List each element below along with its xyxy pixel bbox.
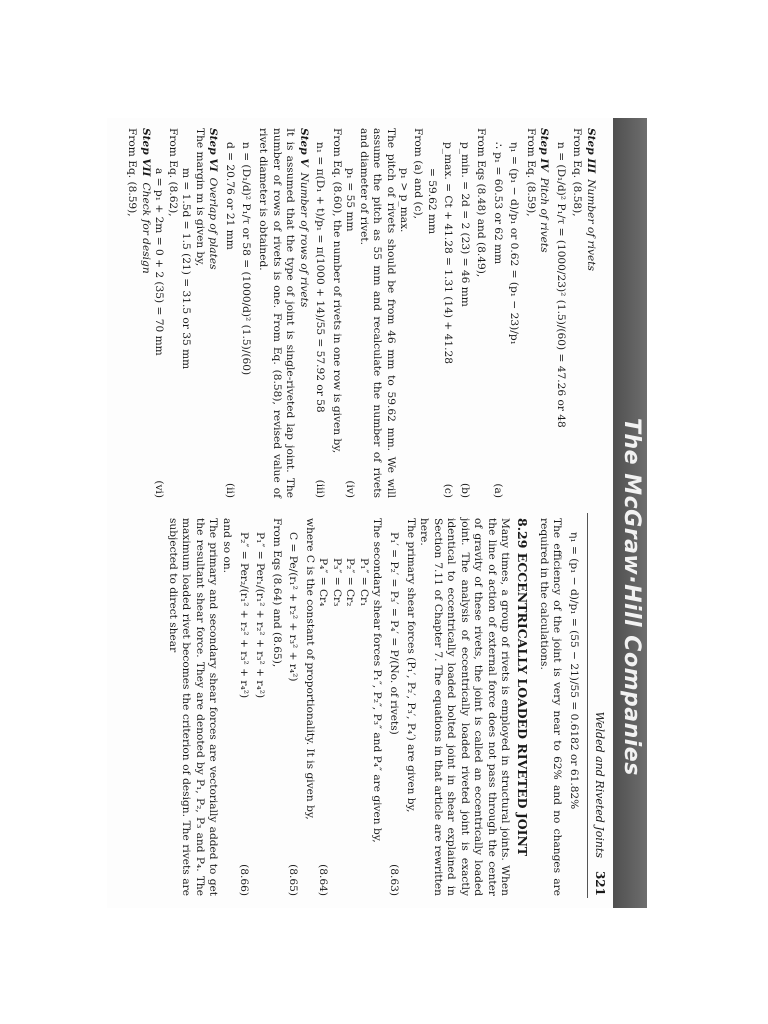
equation — [490, 128, 504, 498]
equation — [343, 128, 357, 498]
step-label: Step V — [297, 128, 310, 167]
equation — [236, 518, 250, 896]
equation-body: p_max. = Ct + 41.28 = 1.31 (14) + 41.28 — [442, 142, 455, 364]
equation-body: η₁ = (p₁ − d)/p₁ = (55 − 21)/55 = 0.6182 or 61.82% — [568, 532, 580, 810]
equation-body: = 59.62 mm — [425, 168, 438, 235]
equation — [329, 518, 343, 896]
page-content — [107, 118, 647, 908]
step-title: Pitch of rivets — [538, 177, 551, 253]
equation — [343, 518, 357, 896]
left-column — [125, 128, 598, 498]
step-title: Number of rows of rivets — [297, 172, 310, 308]
step-title: Check for design — [139, 182, 152, 274]
text-line: and so on. — [220, 518, 233, 574]
equation — [286, 518, 300, 896]
equation-body: ∴ p₁ = 60.53 or 62 mm — [491, 142, 504, 265]
right-column — [165, 518, 583, 896]
equation-body: η₁ = (p₁ − d)/p₁ or 0.62 = (p₁ − 23)/p₁ — [508, 142, 521, 345]
equation-number: (8.65) — [287, 864, 300, 896]
equation-number: (iv) — [344, 480, 357, 498]
equation-body: n₁ = π(D₁ + t)/p₁ = π(1000 + 14)/55 = 57.92 or 58 — [314, 142, 327, 413]
text-line: From Eqs (8.64) and (8.65), — [270, 518, 283, 668]
equation-body: a = p₁ + 2m = 0 + 2 (35) = 70 mm — [153, 168, 166, 356]
equation-body: P₁″ = Cr₁ — [357, 558, 370, 607]
step-label: Step VII — [139, 128, 152, 177]
paragraph: It is assumed that the type of joint is single-riveted lap joint. The number of rows of rivets is one. From Eq. (8.58), revised value of rivet diameter is obtained. — [256, 128, 297, 498]
equation — [179, 128, 193, 498]
publisher-logo-text: The McGraw·Hill Companies — [619, 418, 644, 776]
text-line: From Eqs (8.48) and (8.49), — [475, 128, 488, 278]
equation — [356, 518, 370, 896]
text-line: From Eq. (8.62), — [166, 128, 179, 217]
section-heading: 8.29 ECCENTRICALLY LOADED RIVETED JOINT — [515, 518, 531, 857]
equation-number: (ii) — [223, 482, 236, 498]
paragraph: From Eq. (8.60), the number of rivets in one row is given by, — [330, 128, 343, 454]
equation — [397, 128, 411, 498]
step-heading — [296, 128, 310, 498]
equation-body: p₁ > p_max. — [398, 168, 411, 233]
step-label: Step IV — [538, 128, 551, 172]
equation-number: (c) — [442, 483, 455, 498]
equation-body: P₃″ = Cr₃ — [330, 558, 343, 607]
step-title: Overlap of plates — [207, 177, 220, 270]
equation — [386, 518, 400, 896]
step-title: Number of rivets — [585, 179, 597, 271]
equation-number: (vi) — [153, 480, 166, 498]
paragraph: The secondary shear forces P₁″, P₂″, P₃″ and P₄″ are given by, — [371, 518, 384, 843]
equation-body: P₂″ = Per₂/(r₁² + r₂² + r₃² + r₄²) — [237, 532, 250, 699]
equation — [553, 128, 567, 498]
equation-body: P₂″ = Cr₂ — [344, 558, 357, 607]
equation-body: n = (D₁/d)² P₁/τ or 58 = (1000/d)² (1.5)/(60) — [240, 142, 253, 376]
equation-number: (b) — [458, 482, 471, 498]
equation-number: (8.63) — [387, 864, 400, 896]
running-title: Welded and Riveted Joints — [593, 711, 606, 858]
paragraph: The primary and secondary shear forces are vectorially added to get the resultant shear force. They are denoted by P₁, P₂, P₃ and P₄. The maximum loaded rivet becomes the criterion of design. The rivets are subjected to direct shear — [166, 518, 220, 896]
paragraph: The efficiency of the joint is very near to 62% and no changes are required in the calculations. — [537, 518, 564, 896]
step-heading — [206, 128, 220, 498]
equation-body: p_min. = 2d = 2 (23) = 46 mm — [458, 142, 471, 307]
rotated-book-page — [107, 118, 647, 908]
publisher-band — [613, 118, 647, 908]
equation — [441, 128, 455, 498]
step-heading — [537, 128, 551, 498]
equation-body: m = 1.5d = 1.5 (21) = 31.5 or 35 mm — [180, 168, 193, 370]
step-label: Step VI — [207, 128, 220, 172]
paragraph: Many times, a group of rivets is employed in structural joints. When the line of action of external force does not pass through the center of gravity of these rivets, the joint is called an eccentrically loaded joint. The analysis of eccentrically loaded riveted joint is exactly identical to eccentrically loaded bolted joint in shear explained in Section 7.11 of Chapter 7. The equations in that article are rewritten here. — [418, 518, 512, 896]
equation — [222, 128, 236, 498]
page-number: 321 — [593, 870, 607, 896]
equation-number: (8.64) — [317, 864, 330, 896]
equation — [152, 128, 166, 498]
step-heading — [583, 128, 597, 498]
text-line: From Eq. (8.59), — [126, 128, 139, 217]
equation — [239, 128, 253, 498]
equation — [316, 518, 330, 896]
equation — [313, 128, 327, 498]
paragraph: The primary shear forces (P₁′, P₂′, P₃′, P₄′) are given by, — [404, 518, 417, 813]
page-header — [587, 513, 610, 898]
equation-body: d = 20.76 or 21 mm — [223, 142, 236, 250]
equation — [424, 128, 438, 498]
text-line: From Eq. (8.58), — [571, 128, 584, 217]
equation-body: P₁″ = Per₁/(r₁² + r₂² + r₃² + r₄²) — [254, 532, 267, 699]
text-line: From (a) and (c), — [411, 128, 424, 220]
equation — [253, 518, 267, 896]
equation-number: (8.66) — [237, 864, 250, 896]
equation-number: (a) — [491, 483, 504, 498]
paragraph: The pitch of rivets should be from 46 mm to 59.62 mm. We will assume the pitch as 55 mm and recalculate the number of rivets and diameter of rivet. — [357, 128, 397, 498]
equation — [507, 128, 521, 498]
equation — [566, 518, 580, 896]
paragraph: where C is the constant of proportionality. It is given by, — [303, 518, 316, 820]
step-heading — [138, 128, 152, 498]
equation-body: n = (D₁/d)² P₁/τ = (1000/23)² (1.5)/(60) = 47.26 or 48 — [554, 142, 567, 428]
equation-body: p₁ = 55 mm — [344, 168, 357, 232]
equation-number: (iii) — [314, 479, 327, 498]
step-label: Step III — [585, 128, 597, 174]
text-line: From Eq. (8.59), — [524, 128, 537, 217]
equation-body: P₄″ = Cr₄ — [317, 558, 330, 607]
text-line: The margin m is given by, — [193, 128, 206, 267]
equation-body: C = Pe/(r₁² + r₂² + r₃² + r₄²) — [287, 532, 300, 682]
equation-body: P₁′ = P₂′ = P₃′ = P₄′ = P/(No. of rivets) — [387, 532, 400, 735]
equation — [457, 128, 471, 498]
